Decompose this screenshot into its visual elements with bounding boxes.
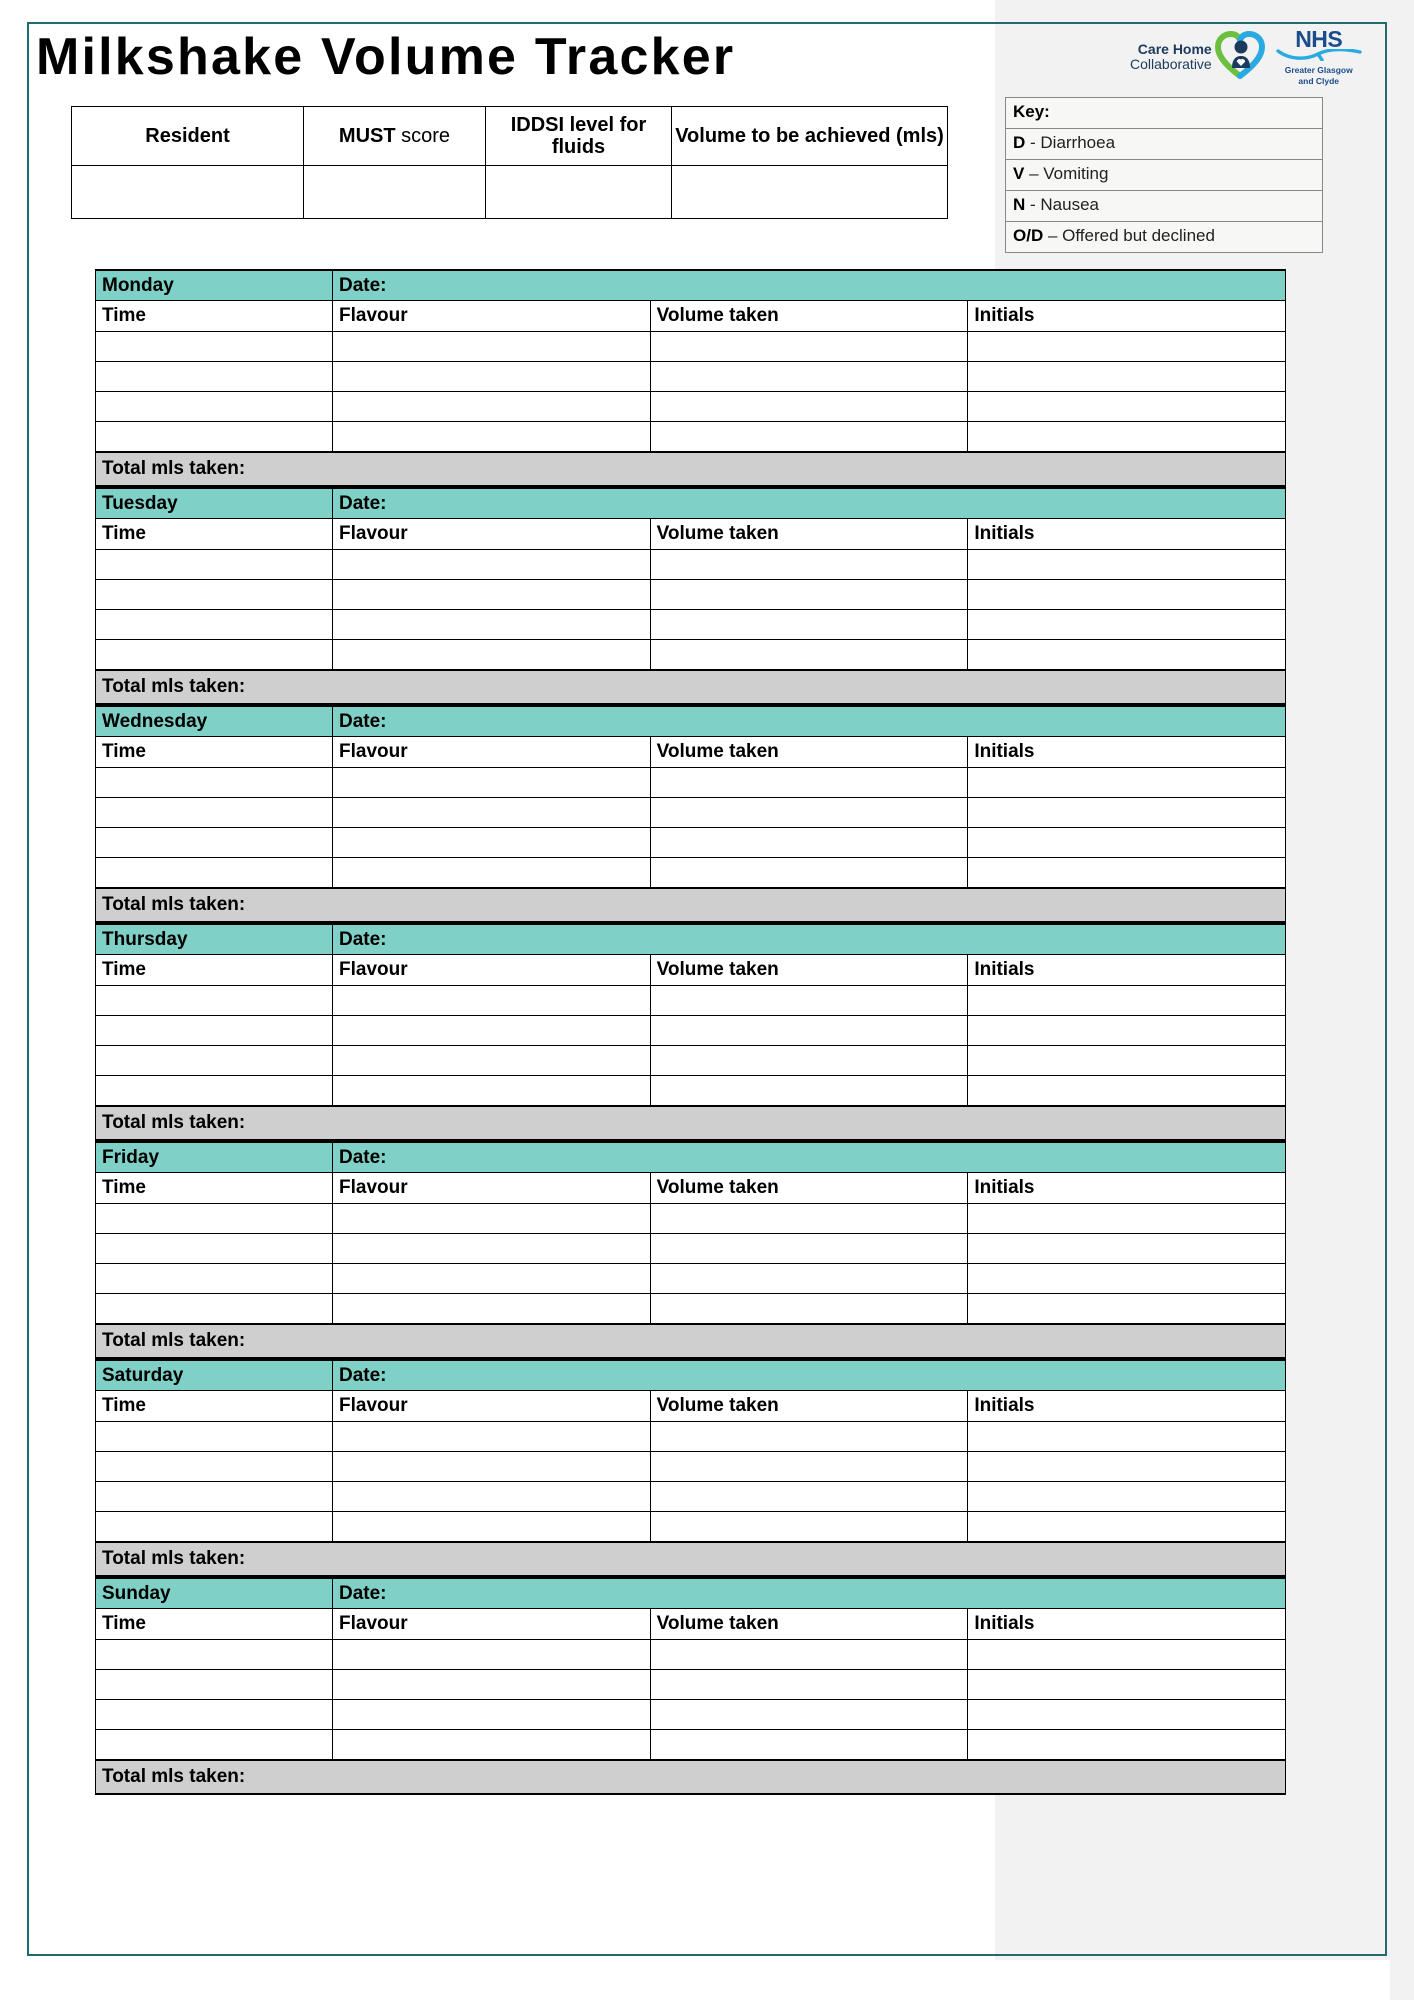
entry-cell-time[interactable]: [96, 1700, 333, 1730]
entry-row: [96, 550, 1286, 580]
page-title: Milkshake Volume Tracker: [36, 28, 736, 86]
column-header-flavour: Flavour: [333, 1609, 651, 1640]
total-row: [96, 670, 1286, 704]
entry-cell-initials[interactable]: [968, 798, 1286, 828]
entry-cell-time[interactable]: [96, 610, 333, 640]
entry-cell-volume[interactable]: [650, 610, 968, 640]
date-label-cell[interactable]: Date:: [333, 1142, 1286, 1173]
entry-row: [96, 610, 1286, 640]
entry-cell-flavour[interactable]: [333, 986, 651, 1016]
entry-cell-time[interactable]: [96, 798, 333, 828]
entry-cell-flavour[interactable]: [333, 1264, 651, 1294]
entry-row: [96, 1076, 1286, 1107]
entry-cell-volume[interactable]: [650, 986, 968, 1016]
column-header-volume: Volume taken: [650, 1391, 968, 1422]
key-entry-nausea: [1006, 191, 1323, 222]
key-entry-diarrhoea: [1006, 129, 1323, 160]
entry-cell-initials[interactable]: [968, 1670, 1286, 1700]
column-header-initials: Initials: [968, 1391, 1286, 1422]
day-header-row: [96, 270, 1286, 301]
entry-row: [96, 422, 1286, 453]
must-score-column-header: [304, 107, 486, 166]
entry-cell-volume[interactable]: [650, 1670, 968, 1700]
day-block-thursday: [95, 923, 1286, 1141]
day-name-cell: Monday: [96, 270, 333, 301]
entry-cell-volume[interactable]: [650, 1422, 968, 1452]
entry-cell-time[interactable]: [96, 1452, 333, 1482]
entry-cell-time[interactable]: [96, 1482, 333, 1512]
entry-row: [96, 1016, 1286, 1046]
entry-cell-initials[interactable]: [968, 1046, 1286, 1076]
entry-cell-time[interactable]: [96, 1234, 333, 1264]
day-header-row: [96, 488, 1286, 519]
key-legend-box: [1005, 97, 1323, 253]
column-header-row: [96, 1609, 1286, 1640]
entry-row: [96, 1452, 1286, 1482]
entry-cell-time[interactable]: [96, 1076, 333, 1107]
column-header-row: [96, 301, 1286, 332]
entry-cell-time[interactable]: [96, 1294, 333, 1325]
entry-row: [96, 1046, 1286, 1076]
entry-row: [96, 1264, 1286, 1294]
key-dash-od: –: [1043, 226, 1063, 246]
entry-cell-initials[interactable]: [968, 580, 1286, 610]
entry-cell-flavour[interactable]: [333, 1640, 651, 1670]
entry-cell-volume[interactable]: [650, 550, 968, 580]
entry-cell-flavour[interactable]: [333, 1234, 651, 1264]
nhs-wordmark: NHS: [1295, 25, 1343, 52]
entry-cell-flavour[interactable]: [333, 392, 651, 422]
key-row-diarrhoea: [1006, 129, 1323, 160]
day-header-row: [96, 1360, 1286, 1391]
column-header-initials: Initials: [968, 519, 1286, 550]
entry-cell-volume[interactable]: [650, 332, 968, 362]
entry-cell-initials[interactable]: [968, 422, 1286, 453]
entry-cell-volume[interactable]: [650, 1730, 968, 1761]
heart-with-person-icon: [1214, 30, 1266, 85]
date-label-cell[interactable]: Date:: [333, 270, 1286, 301]
key-dash-d: -: [1025, 133, 1041, 153]
entry-cell-volume[interactable]: [650, 768, 968, 798]
entry-cell-time[interactable]: [96, 828, 333, 858]
entry-cell-initials[interactable]: [968, 1512, 1286, 1543]
column-header-time: Time: [96, 737, 333, 768]
column-header-flavour: Flavour: [333, 1391, 651, 1422]
key-meaning-vomiting: Vomiting: [1043, 164, 1109, 184]
column-header-volume: Volume taken: [650, 1609, 968, 1640]
column-header-volume: Volume taken: [650, 737, 968, 768]
day-name-cell: Wednesday: [96, 706, 333, 737]
day-header-row: [96, 924, 1286, 955]
total-row: [96, 888, 1286, 922]
must-label: MUST: [338, 124, 396, 147]
entry-cell-initials[interactable]: [968, 1016, 1286, 1046]
care-home-line2: Collaborative: [1130, 56, 1212, 72]
entry-cell-volume[interactable]: [650, 858, 968, 889]
nhs-swoosh-icon: [1276, 49, 1362, 65]
entry-cell-flavour[interactable]: [333, 768, 651, 798]
entry-cell-flavour[interactable]: [333, 580, 651, 610]
entry-cell-initials[interactable]: [968, 1264, 1286, 1294]
entry-cell-time[interactable]: [96, 1422, 333, 1452]
entry-cell-flavour[interactable]: [333, 332, 651, 362]
must-score-value-cell[interactable]: [304, 166, 486, 219]
day-header-row: [96, 1578, 1286, 1609]
entry-cell-volume[interactable]: [650, 392, 968, 422]
date-label-cell[interactable]: Date:: [333, 706, 1286, 737]
entry-cell-flavour[interactable]: [333, 422, 651, 453]
entry-cell-initials[interactable]: [968, 986, 1286, 1016]
key-title-text: Key:: [1013, 102, 1050, 122]
total-mls-taken-cell[interactable]: Total mls taken:: [96, 452, 1286, 486]
entry-cell-time[interactable]: [96, 858, 333, 889]
entry-cell-initials[interactable]: [968, 1204, 1286, 1234]
key-code-v: V: [1013, 164, 1025, 184]
entry-cell-flavour[interactable]: [333, 610, 651, 640]
key-title-row: [1006, 98, 1323, 129]
key-row-offered-declined: [1006, 222, 1323, 253]
entry-row: [96, 1670, 1286, 1700]
entry-cell-initials[interactable]: [968, 1700, 1286, 1730]
entry-row: [96, 986, 1286, 1016]
column-header-flavour: Flavour: [333, 737, 651, 768]
entry-cell-volume[interactable]: [650, 422, 968, 453]
entry-cell-time[interactable]: [96, 1016, 333, 1046]
column-header-time: Time: [96, 1391, 333, 1422]
key-code-d: D: [1013, 133, 1026, 153]
entry-row: [96, 1482, 1286, 1512]
bottom-right-grey-corner: [1390, 1958, 1414, 2000]
entry-cell-initials[interactable]: [968, 768, 1286, 798]
entry-row: [96, 392, 1286, 422]
entry-cell-flavour[interactable]: [333, 1016, 651, 1046]
key-dash-v: –: [1024, 164, 1044, 184]
entry-cell-initials[interactable]: [968, 362, 1286, 392]
entry-row: [96, 858, 1286, 889]
entry-row: [96, 1700, 1286, 1730]
day-name-cell: Saturday: [96, 1360, 333, 1391]
total-row: [96, 1106, 1286, 1140]
entry-cell-flavour[interactable]: [333, 1730, 651, 1761]
entry-cell-flavour[interactable]: [333, 362, 651, 392]
care-home-line1: Care Home: [1137, 41, 1212, 58]
column-header-volume: Volume taken: [650, 301, 968, 332]
resident-details-table: [71, 106, 948, 219]
entry-cell-volume[interactable]: [650, 1700, 968, 1730]
entry-row: [96, 1234, 1286, 1264]
entry-cell-time[interactable]: [96, 1670, 333, 1700]
column-header-time: Time: [96, 955, 333, 986]
day-block-wednesday: [95, 705, 1286, 923]
entry-cell-volume[interactable]: [650, 1294, 968, 1325]
entry-row: [96, 332, 1286, 362]
nhs-greater-glasgow-and-clyde-logo: [1276, 25, 1362, 86]
day-block-monday: [95, 269, 1286, 487]
entry-cell-volume[interactable]: [650, 1512, 968, 1543]
key-meaning-offered-declined: Offered but declined: [1062, 226, 1215, 246]
entry-cell-initials[interactable]: [968, 332, 1286, 362]
key-row-vomiting: [1006, 160, 1323, 191]
entry-cell-volume[interactable]: [650, 1452, 968, 1482]
resident-table-value-row: [72, 166, 948, 219]
entry-cell-time[interactable]: [96, 392, 333, 422]
entry-row: [96, 1204, 1286, 1234]
entry-cell-volume[interactable]: [650, 362, 968, 392]
entry-cell-volume[interactable]: [650, 1076, 968, 1107]
entry-cell-time[interactable]: [96, 550, 333, 580]
column-header-row: [96, 1173, 1286, 1204]
entry-cell-time[interactable]: [96, 1204, 333, 1234]
entry-cell-time[interactable]: [96, 332, 333, 362]
entry-row: [96, 1422, 1286, 1452]
entry-cell-volume[interactable]: [650, 1640, 968, 1670]
column-header-flavour: Flavour: [333, 301, 651, 332]
entry-cell-flavour[interactable]: [333, 1204, 651, 1234]
entry-cell-flavour[interactable]: [333, 1076, 651, 1107]
column-header-row: [96, 955, 1286, 986]
entry-cell-time[interactable]: [96, 422, 333, 453]
column-header-initials: Initials: [968, 737, 1286, 768]
column-header-row: [96, 737, 1286, 768]
entry-cell-initials[interactable]: [968, 1640, 1286, 1670]
entry-cell-time[interactable]: [96, 1046, 333, 1076]
column-header-initials: Initials: [968, 1609, 1286, 1640]
day-block-tuesday: [95, 487, 1286, 705]
key-row-nausea: [1006, 191, 1323, 222]
entry-cell-volume[interactable]: [650, 1234, 968, 1264]
date-label-cell[interactable]: Date:: [333, 924, 1286, 955]
total-mls-taken-cell[interactable]: Total mls taken:: [96, 1324, 1286, 1358]
entry-cell-volume[interactable]: [650, 1482, 968, 1512]
volume-to-be-achieved-value-cell[interactable]: [672, 166, 948, 219]
entry-cell-initials[interactable]: [968, 1422, 1286, 1452]
day-name-cell: Tuesday: [96, 488, 333, 519]
entry-row: [96, 1294, 1286, 1325]
total-mls-taken-cell[interactable]: Total mls taken:: [96, 670, 1286, 704]
entry-row: [96, 828, 1286, 858]
column-header-initials: Initials: [968, 1173, 1286, 1204]
entry-cell-initials[interactable]: [968, 1482, 1286, 1512]
key-dash-n: -: [1025, 195, 1041, 215]
entry-cell-flavour[interactable]: [333, 1452, 651, 1482]
entry-cell-volume[interactable]: [650, 1046, 968, 1076]
entry-cell-time[interactable]: [96, 986, 333, 1016]
entry-cell-volume[interactable]: [650, 1204, 968, 1234]
entry-row: [96, 362, 1286, 392]
entry-cell-flavour[interactable]: [333, 798, 651, 828]
total-mls-taken-cell[interactable]: Total mls taken:: [96, 1760, 1286, 1794]
day-name-cell: Thursday: [96, 924, 333, 955]
day-name-cell: Sunday: [96, 1578, 333, 1609]
resident-table-header-row: [72, 107, 948, 166]
entry-row: [96, 798, 1286, 828]
entry-cell-initials[interactable]: [968, 1452, 1286, 1482]
total-row: [96, 1760, 1286, 1794]
column-header-initials: Initials: [968, 955, 1286, 986]
entry-cell-initials[interactable]: [968, 640, 1286, 671]
entry-cell-volume[interactable]: [650, 640, 968, 671]
entry-cell-flavour[interactable]: [333, 1294, 651, 1325]
key-entry-offered-declined: [1006, 222, 1323, 253]
total-row: [96, 1542, 1286, 1576]
score-label: score: [395, 124, 451, 147]
entry-cell-flavour[interactable]: [333, 1422, 651, 1452]
entry-cell-flavour[interactable]: [333, 550, 651, 580]
date-label-cell[interactable]: Date:: [333, 1578, 1286, 1609]
entry-cell-time[interactable]: [96, 362, 333, 392]
entry-cell-time[interactable]: [96, 1640, 333, 1670]
entry-row: [96, 640, 1286, 671]
column-header-volume: Volume taken: [650, 955, 968, 986]
resident-value-cell[interactable]: [72, 166, 304, 219]
nhs-region-line1: Greater Glasgow: [1284, 64, 1353, 75]
entry-cell-flavour[interactable]: [333, 1700, 651, 1730]
volume-to-be-achieved-column-header: Volume to be achieved (mls): [672, 107, 948, 166]
key-code-n: N: [1013, 195, 1026, 215]
entry-cell-time[interactable]: [96, 1264, 333, 1294]
column-header-flavour: Flavour: [333, 1173, 651, 1204]
column-header-flavour: Flavour: [333, 955, 651, 986]
entry-cell-flavour[interactable]: [333, 1046, 651, 1076]
column-header-time: Time: [96, 519, 333, 550]
entry-cell-initials[interactable]: [968, 392, 1286, 422]
day-name-cell: Friday: [96, 1142, 333, 1173]
entry-cell-time[interactable]: [96, 1512, 333, 1543]
total-mls-taken-cell[interactable]: Total mls taken:: [96, 1106, 1286, 1140]
entry-cell-initials[interactable]: [968, 1234, 1286, 1264]
key-code-od: O/D: [1013, 226, 1044, 246]
entry-cell-initials[interactable]: [968, 1730, 1286, 1761]
column-header-row: [96, 1391, 1286, 1422]
total-row: [96, 1324, 1286, 1358]
entry-cell-volume[interactable]: [650, 580, 968, 610]
logo-row: [1130, 22, 1380, 92]
column-header-flavour: Flavour: [333, 519, 651, 550]
entry-cell-volume[interactable]: [650, 828, 968, 858]
key-title: [1006, 98, 1323, 129]
care-home-collaborative-logo: [1130, 30, 1266, 85]
entry-cell-flavour[interactable]: [333, 1670, 651, 1700]
column-header-time: Time: [96, 1609, 333, 1640]
entry-cell-volume[interactable]: [650, 798, 968, 828]
entry-cell-flavour[interactable]: [333, 828, 651, 858]
key-meaning-diarrhoea: Diarrhoea: [1040, 133, 1116, 153]
entry-row: [96, 768, 1286, 798]
date-label-cell[interactable]: Date:: [333, 488, 1286, 519]
day-block-friday: [95, 1141, 1286, 1359]
entry-cell-time[interactable]: [96, 640, 333, 671]
entry-cell-volume[interactable]: [650, 1264, 968, 1294]
total-mls-taken-cell[interactable]: Total mls taken:: [96, 888, 1286, 922]
total-row: [96, 452, 1286, 486]
entry-cell-volume[interactable]: [650, 1016, 968, 1046]
entry-cell-time[interactable]: [96, 1730, 333, 1761]
day-header-row: [96, 706, 1286, 737]
entry-cell-flavour[interactable]: [333, 1482, 651, 1512]
entry-row: [96, 1730, 1286, 1761]
entry-cell-flavour[interactable]: [333, 858, 651, 889]
weekly-tracker-sheet: [95, 269, 1286, 1795]
column-header-row: [96, 519, 1286, 550]
entry-cell-initials[interactable]: [968, 858, 1286, 889]
entry-cell-initials[interactable]: [968, 828, 1286, 858]
entry-cell-initials[interactable]: [968, 1294, 1286, 1325]
entry-row: [96, 1640, 1286, 1670]
column-header-initials: Initials: [968, 301, 1286, 332]
nhs-region-line2: and Clyde: [1298, 75, 1340, 86]
care-home-collaborative-wordmark: [1130, 42, 1212, 71]
resident-column-header: Resident: [72, 107, 304, 166]
entry-cell-flavour[interactable]: [333, 1512, 651, 1543]
entry-cell-flavour[interactable]: [333, 640, 651, 671]
entry-cell-time[interactable]: [96, 768, 333, 798]
date-label-cell[interactable]: Date:: [333, 1360, 1286, 1391]
column-header-volume: Volume taken: [650, 519, 968, 550]
right-edge-grey-band: [1390, 0, 1414, 2000]
entry-row: [96, 1512, 1286, 1543]
entry-cell-initials[interactable]: [968, 610, 1286, 640]
entry-cell-initials[interactable]: [968, 1076, 1286, 1107]
day-header-row: [96, 1142, 1286, 1173]
day-block-sunday: [95, 1577, 1286, 1795]
iddsi-level-column-header: IDDSI level for fluids: [486, 107, 672, 166]
key-entry-vomiting: [1006, 160, 1323, 191]
column-header-time: Time: [96, 301, 333, 332]
entry-cell-initials[interactable]: [968, 550, 1286, 580]
column-header-time: Time: [96, 1173, 333, 1204]
entry-row: [96, 580, 1286, 610]
iddsi-level-value-cell[interactable]: [486, 166, 672, 219]
column-header-volume: Volume taken: [650, 1173, 968, 1204]
total-mls-taken-cell[interactable]: Total mls taken:: [96, 1542, 1286, 1576]
entry-cell-time[interactable]: [96, 580, 333, 610]
key-meaning-nausea: Nausea: [1040, 195, 1099, 215]
day-block-saturday: [95, 1359, 1286, 1577]
